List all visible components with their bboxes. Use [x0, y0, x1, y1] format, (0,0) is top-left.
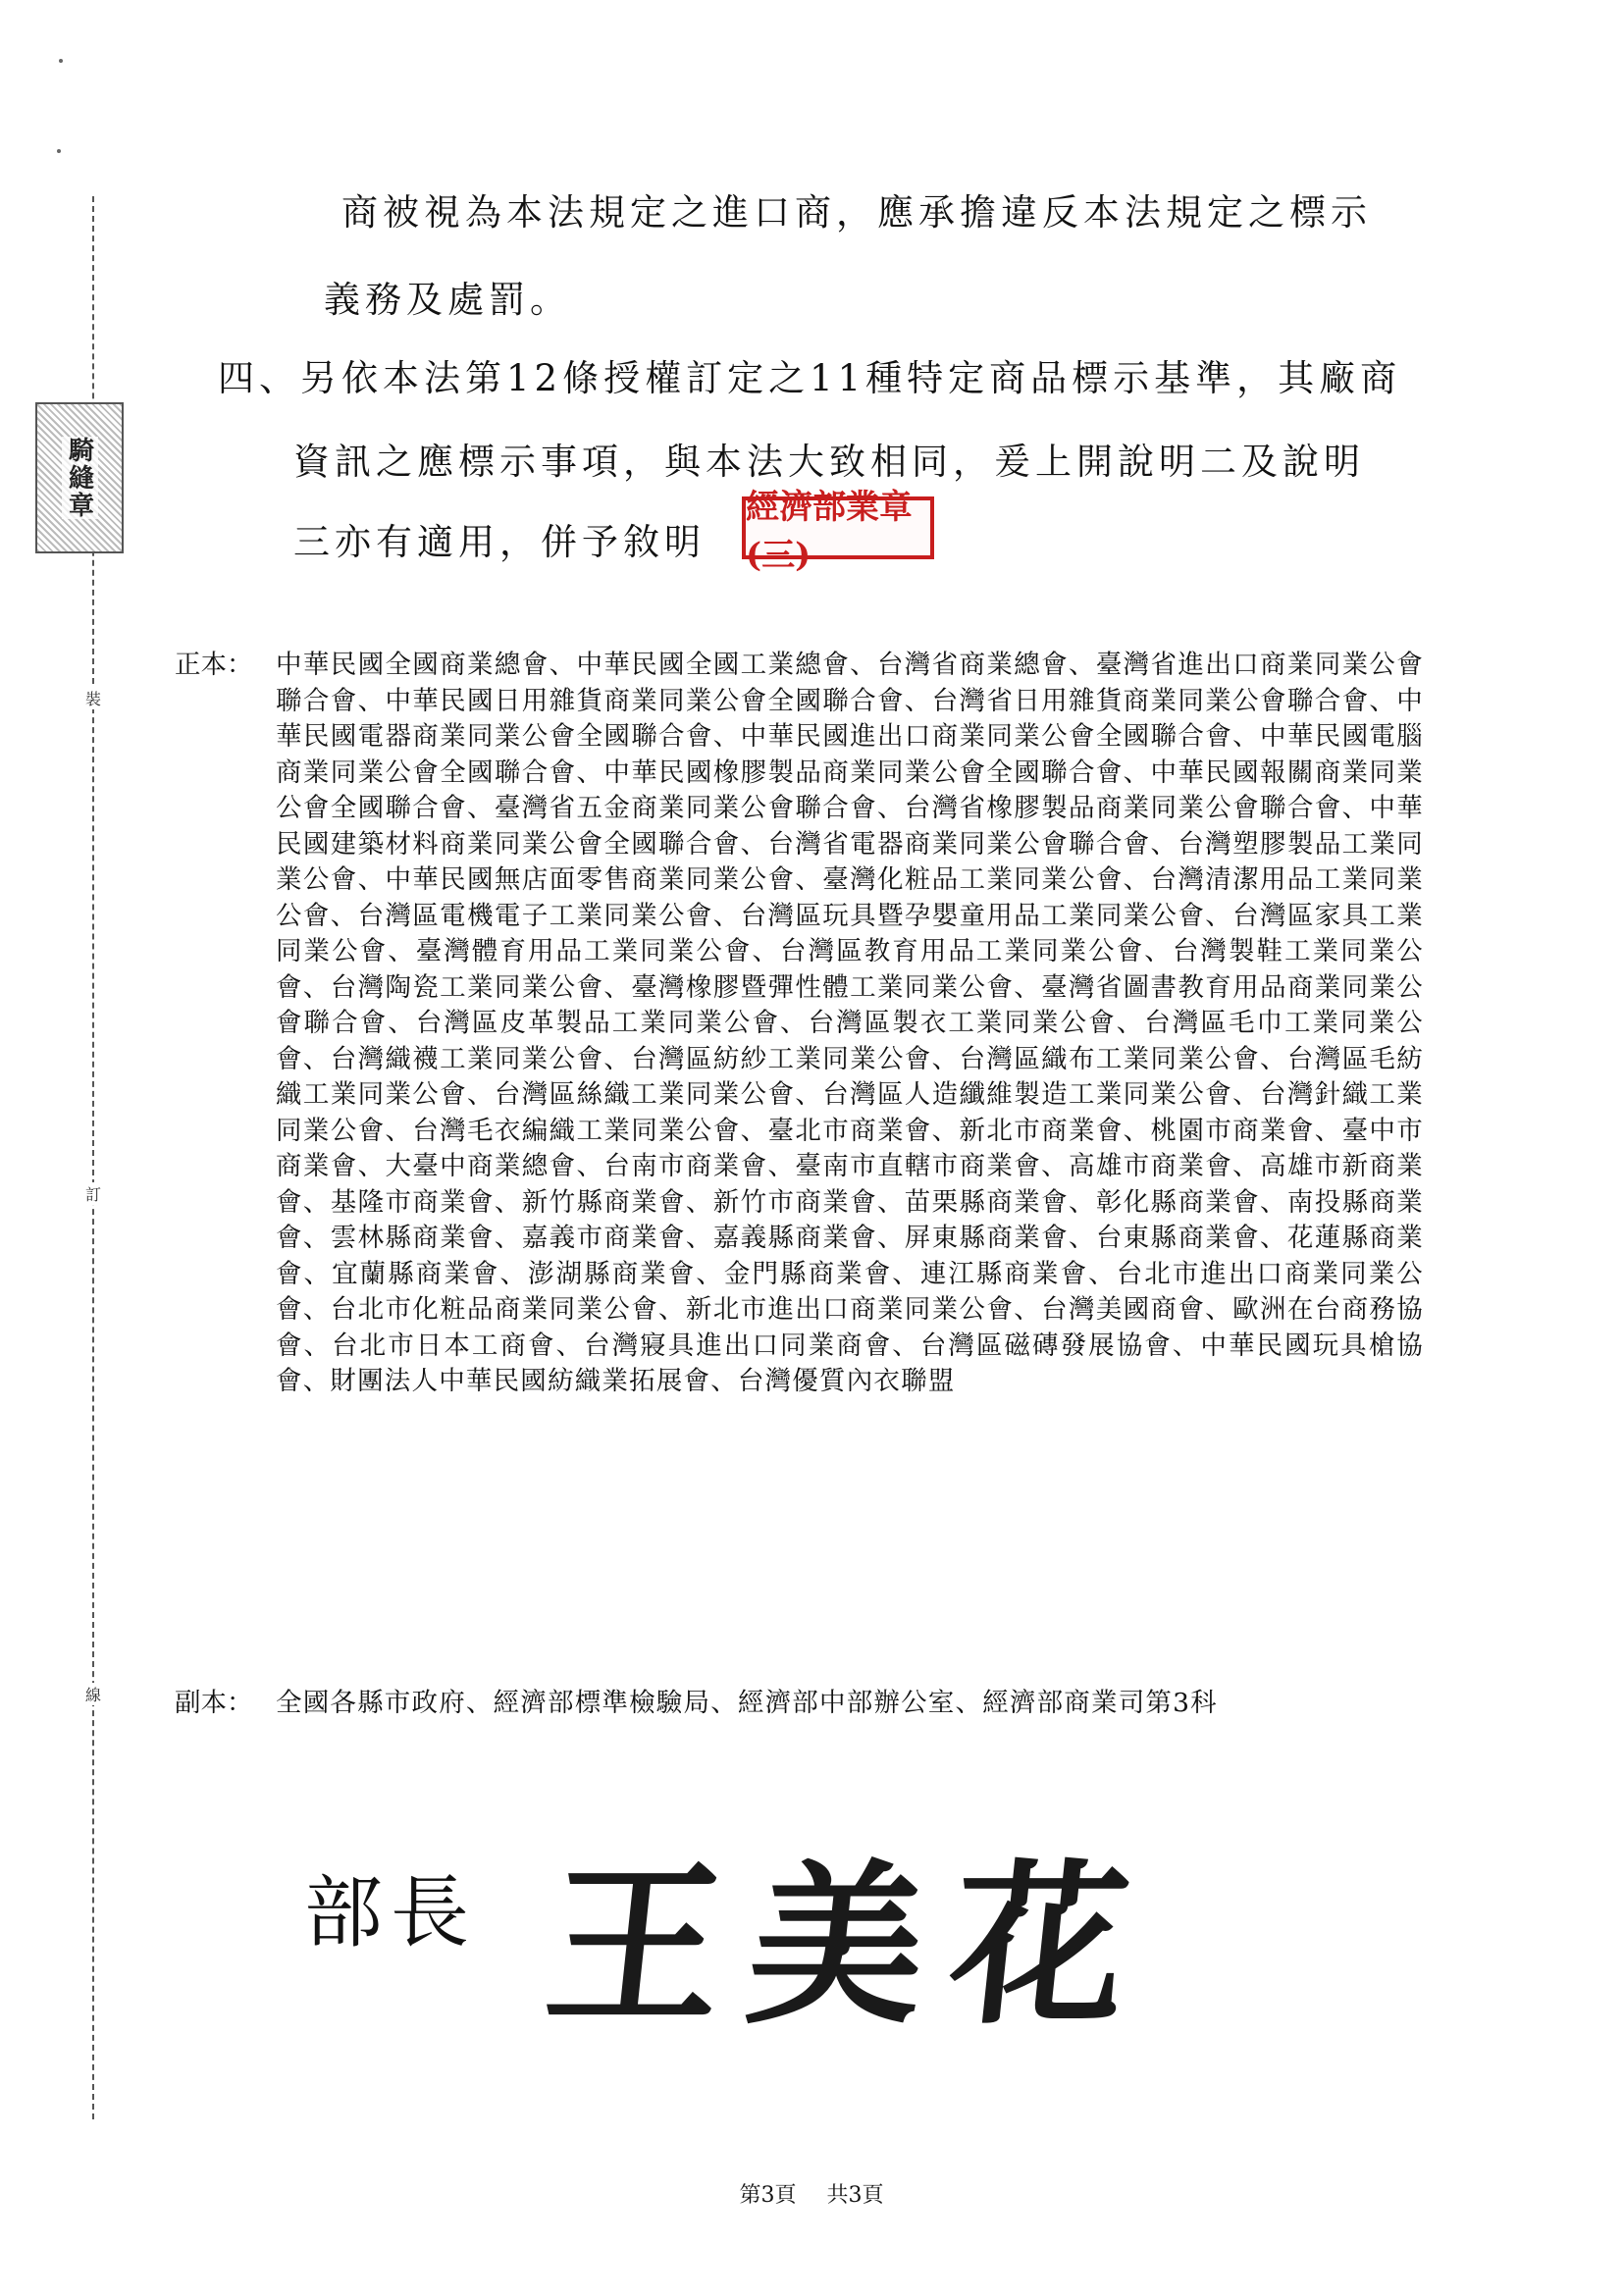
binding-char-ding: 訂	[79, 1182, 108, 1205]
red-seal-text: 經濟部業章(三)	[746, 488, 913, 575]
seam-stamp-text: 騎縫章	[62, 437, 98, 519]
recipients-list: 中華民國全國商業總會、中華民國全國工業總會、台灣省商業總會、臺灣省進出口商業同業公會聯合會、中華民國日用雜貨商業同業公會全國聯合會、台灣省日用雜貨商業同業公會聯合會、中華民國電器商業同業公會全國聯合會、中華民國進出口商業同業公會全國聯合會、中華民國電腦商業同業公會全國聯合會、中華民國橡膠製品商業同業公會全國聯合會、中華民國報關商業同業公會全國聯合會、臺灣省五金商業同業公會聯合會、台灣省橡膠製品商業同業公會聯合會、中華民國建築材料商業同業公會全國聯合會、台灣省電器商業同業公會聯合會、台灣塑膠製品工業同業公會、中華民國無店面零售商業同業公會、臺灣化粧品工業同業公會、台灣清潔用品工業同業公會、台灣區電機電子工業同業公會、台灣區玩具暨孕嬰童用品工業同業公會、台灣區家具工業同業公會、臺灣體育用品工業同業公會、台灣區教育用品工業同業公會、台灣製鞋工業同業公會、台灣陶瓷工業同業公會、臺灣橡膠暨彈性體工業同業公會、臺灣省圖書教育用品商業同業公會聯合會、台灣區皮革製品工業同業公會、台灣區製衣工業同業公會、台灣區毛巾工業同業公會、台灣織襪工業同業公會、台灣區紡紗工業同業公會、台灣區織布工業同業公會、台灣區毛紡織工業同業公會、台灣區絲織工業同業公會、台灣區人造纖維製造工業同業公會、台灣針織工業同業公會、台灣毛衣編織工業同業公會、臺北市商業會、新北市商業會、桃園市商業會、臺中市商業會、大臺中商業總會、台南市商業會、臺南市直轄市商業會、高雄市商業會、高雄市新商業會、基隆市商業會、新竹縣商業會、新竹市商業會、苗栗縣商業會、彰化縣商業會、南投縣商業會、雲林縣商業會、嘉義市商業會、嘉義縣商業會、屏東縣商業會、台東縣商業會、花蓮縣商業會、宜蘭縣商業會、澎湖縣商業會、金門縣商業會、連江縣商業會、台北市進出口商業同業公會、台北市化粧品商業同業公會、新北市進出口商業同業公會、台灣美國商會、歐洲在台商務協會、台北市日本工商會、台灣寢具進出口同業商會、台灣區磁磚發展協會、中華民國玩具槍協會、財團法人中華民國紡織業拓展會、台灣優質內衣聯盟	[276, 650, 1424, 1396]
recipients-label: 正本：	[175, 650, 253, 680]
page-total: 共3頁	[826, 2183, 884, 2208]
paragraph-line: 商被視為本法規定之進口商，應承擔違反本法規定之標示	[341, 191, 1372, 234]
page-current: 第3頁	[739, 2183, 797, 2208]
binding-char-zhuang: 裝	[79, 687, 108, 709]
minister-title: 部長	[304, 1867, 477, 1958]
paragraph-line: 義務及處罰。	[324, 279, 571, 321]
minister-signature: 王美花	[537, 1843, 1166, 2048]
official-red-seal	[742, 488, 934, 575]
scan-speck	[57, 149, 61, 153]
binding-char-xian: 線	[79, 1683, 108, 1705]
item-four-line: 三亦有適用，併予敘明	[293, 521, 706, 563]
item-four-line: 四、另依本法第12條授權訂定之11種特定商品標示基準，其廠商	[218, 357, 1402, 399]
item-four-line: 資訊之應標示事項，與本法大致相同，爰上開說明二及說明	[293, 441, 1365, 483]
copies-label: 副本：	[175, 1688, 253, 1718]
copies-list: 全國各縣市政府、經濟部標準檢驗局、經濟部中部辦公室、經濟部商業司第3科	[276, 1688, 1218, 1718]
scan-speck	[59, 59, 63, 63]
seam-stamp	[35, 402, 124, 553]
page-number	[0, 2178, 1623, 2209]
